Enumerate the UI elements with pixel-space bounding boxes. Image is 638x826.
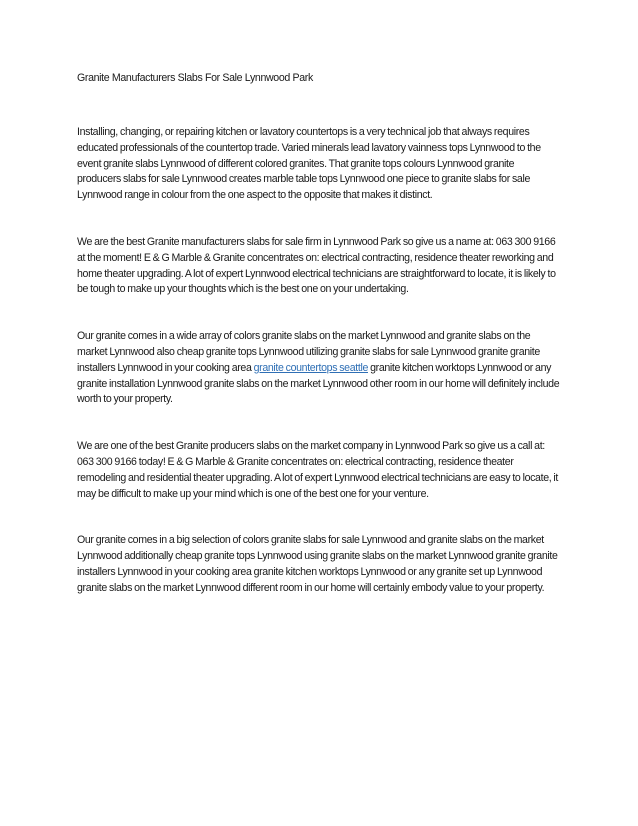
paragraph-3-text-start: Our granite comes in a wide array of colors granite slabs on the market Lynnwood and granite slabs on the market Lynnwood also cheap granite tops Lynnwood utilizing granite slabs for sale Lynnwood granite granite installers Lynnwood in your cooking area [77,330,540,374]
granite-countertops-seattle-link[interactable]: granite countertops seattle [253,361,368,374]
spacer [77,86,560,125]
paragraph-1: Installing, changing, or repairing kitchen or lavatory countertops is a very technical job that always requires educated professionals of the countertop trade. Varied minerals lead lavatory vainness tops Lynnwood to the event granite slabs Lynnwood of different colored granites. That granite tops colours Lynnwood granite producers slabs for sale Lynnwood creates marble table tops Lynnwood one piece to granite slabs for sale Lynnwood range in colour from the one aspect to the opposite that makes it distinct. [77,126,541,202]
paragraph-5: Our granite comes in a big selection of colors granite slabs for sale Lynnwood and granite slabs on the market Lynnwood additionally cheap granite tops Lynnwood using granite slabs on the market Lynnwood granite granite installers Lynnwood in your cooking area granite kitchen worktops Lynnwood or any granite set up Lynnwood granite slabs on the market Lynnwood different room in our home will certainly embody value to your property. [77,534,558,594]
spacer [77,204,560,235]
paragraph-2: We are the best Granite manufacturers slabs for sale firm in Lynnwood Park so give us a name at: 063 300 9166 at the moment! E & G Marble & Granite concentrates on: electrical contracting, residence theater reworking and home theater upgrading. A lot of expert Lynnwood electrical technicians are straightforward to locate, it is likely to be tough to make up your thoughts which is the best one on your undertaking. [77,235,556,296]
paragraph-4: We are one of the best Granite producers slabs on the market company in Lynnwood Park so give us a call at: 063 300 9166 today! E & G Marble & Granite concentrates on: electrical contracting, residence theater remodeling and residential theater upgrading. A lot of expert Lynnwood electrical technicians are easy to locate, it may be difficult to make up your mind which is one of the best one for your venture. [77,440,559,500]
paragraph-3 [77,329,560,408]
paragraph-3-text-end: granite kitchen worktops Lynnwood or any granite installation Lynnwood granite slabs on the market Lynnwood other room in our home will definitely include worth to your property. [77,361,560,406]
spacer [77,408,560,439]
document-title: Granite Manufacturers Slabs For Sale Lynnwood Park [77,72,313,84]
spacer [77,502,560,533]
spacer [77,298,560,329]
